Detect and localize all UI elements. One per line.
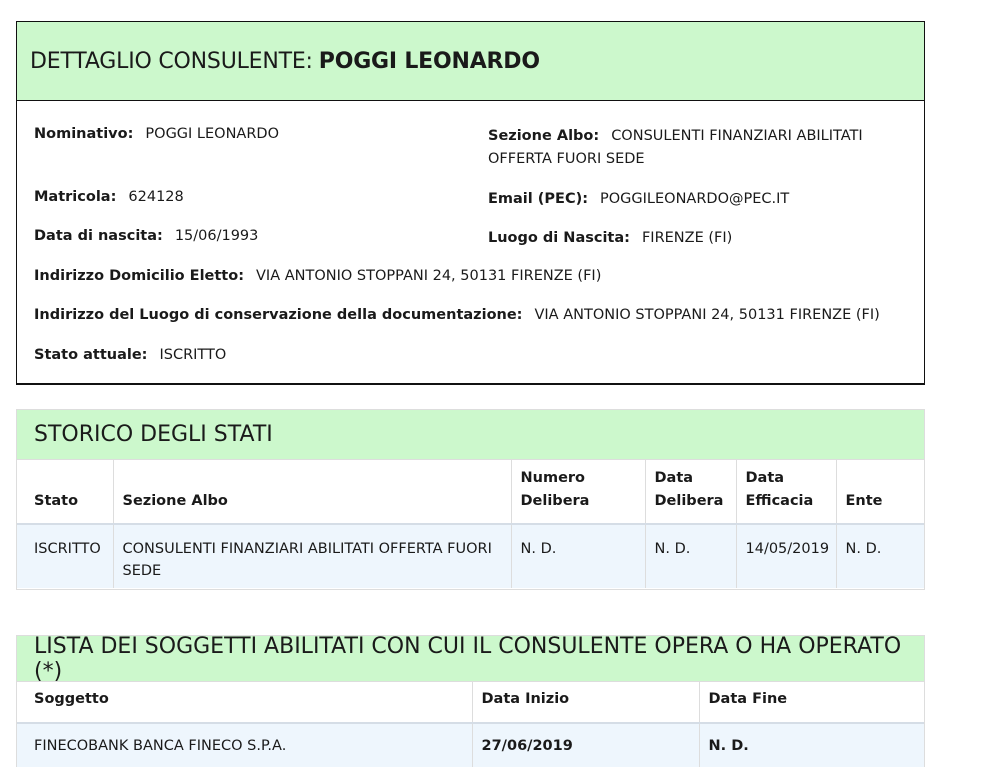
soggetti-header-row bbox=[17, 682, 924, 723]
col-soggetto: Soggetto bbox=[34, 691, 109, 707]
soggetti-abilitati-section bbox=[16, 635, 925, 767]
col-data-delibera: Data Delibera bbox=[645, 460, 736, 524]
storico-title: STORICO DEGLI STATI bbox=[17, 410, 924, 460]
col-data-efficacia: Data Efficacia bbox=[736, 460, 836, 524]
field-luogo-nascita: Luogo di Nascita: FIRENZE (FI) bbox=[488, 230, 733, 246]
field-stato: Stato attuale: ISCRITTO bbox=[34, 347, 227, 363]
col-numero-delibera: Numero Delibera bbox=[511, 460, 645, 524]
col-ente: Ente bbox=[836, 460, 924, 524]
col-sezione-albo: Sezione Albo bbox=[113, 460, 511, 524]
field-email: Email (PEC): POGGILEONARDO@PEC.IT bbox=[488, 191, 790, 207]
col-data-inizio: Data Inizio bbox=[472, 682, 699, 723]
storico-header-row bbox=[17, 460, 924, 524]
field-domicilio: Indirizzo Domicilio Eletto: VIA ANTONIO STOPPANI 24, 50131 FIRENZE (FI) bbox=[34, 268, 602, 284]
detail-title-name: POGGI LEONARDO bbox=[318, 48, 540, 74]
table-row: ISCRITTO CONSULENTI FINANZIARI ABILITATI OFFERTA FUORI SEDE N. D. N. D. 14/05/2019 N. D. bbox=[17, 524, 924, 588]
field-conservazione: Indirizzo del Luogo di conservazione della documentazione: VIA ANTONIO STOPPANI 24, 50131 FIRENZE (FI) bbox=[34, 307, 880, 323]
table-row: FINECOBANK BANCA FINECO S.P.A. 27/06/2019 N. D. bbox=[17, 723, 924, 767]
storico-stati-section bbox=[16, 409, 925, 590]
field-nominativo: Nominativo: POGGI LEONARDO bbox=[34, 126, 279, 142]
col-data-fine: Data Fine bbox=[699, 682, 924, 723]
detail-header bbox=[17, 22, 924, 101]
soggetti-table bbox=[17, 682, 924, 767]
field-data-nascita: Data di nascita: 15/06/1993 bbox=[34, 228, 259, 244]
field-matricola: Matricola: 624128 bbox=[34, 189, 184, 205]
col-stato: Stato bbox=[34, 493, 79, 509]
storico-table bbox=[17, 460, 924, 588]
consultant-detail-panel bbox=[16, 21, 925, 385]
field-sezione-albo: Sezione Albo: CONSULENTI FINANZIARI ABILITATI OFFERTA FUORI SEDE bbox=[488, 128, 863, 167]
detail-title-prefix: DETTAGLIO CONSULENTE: bbox=[30, 48, 313, 74]
soggetti-title: LISTA DEI SOGGETTI ABILITATI CON CUI IL CONSULENTE OPERA O HA OPERATO (*) bbox=[17, 636, 924, 682]
